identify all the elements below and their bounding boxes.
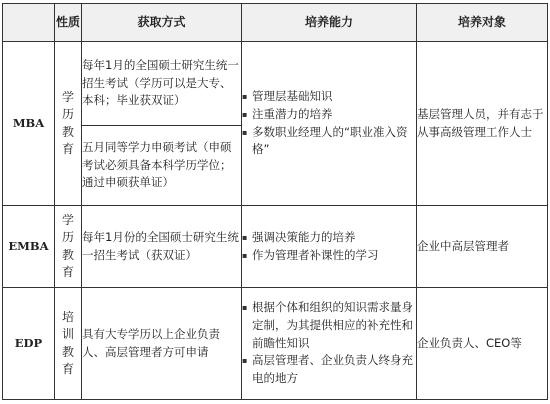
- target-emba: 企业中高层管理者: [417, 206, 548, 288]
- program-mba: MBA: [3, 42, 55, 206]
- nature-emba: 学 历 教 育: [55, 206, 82, 288]
- header-row: [3, 4, 548, 42]
- ability-item: ▪ 高层管理者、企业负责人终身充电的地方: [242, 352, 416, 388]
- ability-item: ▪ 强调决策能力的培养: [242, 229, 416, 247]
- table-row-mba: [3, 42, 548, 126]
- method-mba-exam: 每年1月的全国硕士研究生统一招生考试（学历可以是大专、本科；毕业获双证）: [82, 42, 242, 126]
- method-emba: 每年1月份的全国硕士研究生统一招生考试（获双证）: [82, 206, 242, 288]
- ability-item: ▪ 作为管理者补课性的学习: [242, 247, 416, 265]
- target-mba: 基层管理人员，并有志于从事高级管理工作人士: [417, 42, 548, 206]
- table-row-edp: [3, 288, 548, 400]
- method-mba-equiv: 五月同等学力申硕考试（申硕考试必须具备本科学历学位；通过申硕获单证）: [82, 126, 242, 206]
- ability-item: ▪ 管理层基础知识: [242, 88, 416, 106]
- header-method: 获取方式: [82, 4, 242, 42]
- header-target: 培养对象: [417, 4, 548, 42]
- ability-edp: [242, 288, 417, 400]
- ability-emba: [242, 206, 417, 288]
- header-ability: 培养能力: [242, 4, 417, 42]
- program-emba: EMBA: [3, 206, 55, 288]
- method-edp: 具有大专学历以上企业负责人、高层管理者方可申请: [82, 288, 242, 400]
- ability-item: ▪ 根据个体和组织的知识需求量身定制，为其提供相应的补充性和前瞻性知识: [242, 299, 416, 352]
- nature-mba: 学 历 教 育: [55, 42, 82, 206]
- program-edp: EDP: [3, 288, 55, 400]
- table-row-emba: [3, 206, 548, 288]
- target-edp: 企业负责人、CEO等: [417, 288, 548, 400]
- ability-item: ▪ 注重潜力的培养: [242, 106, 416, 124]
- nature-edp: 培 训 教 育: [55, 288, 82, 400]
- ability-mba: [242, 42, 417, 206]
- header-nature: 性质: [55, 4, 82, 42]
- header-program: [3, 4, 55, 42]
- ability-item: ▪ 多数职业经理人的“职业准入资格”: [242, 124, 416, 160]
- comparison-table: [2, 3, 548, 400]
